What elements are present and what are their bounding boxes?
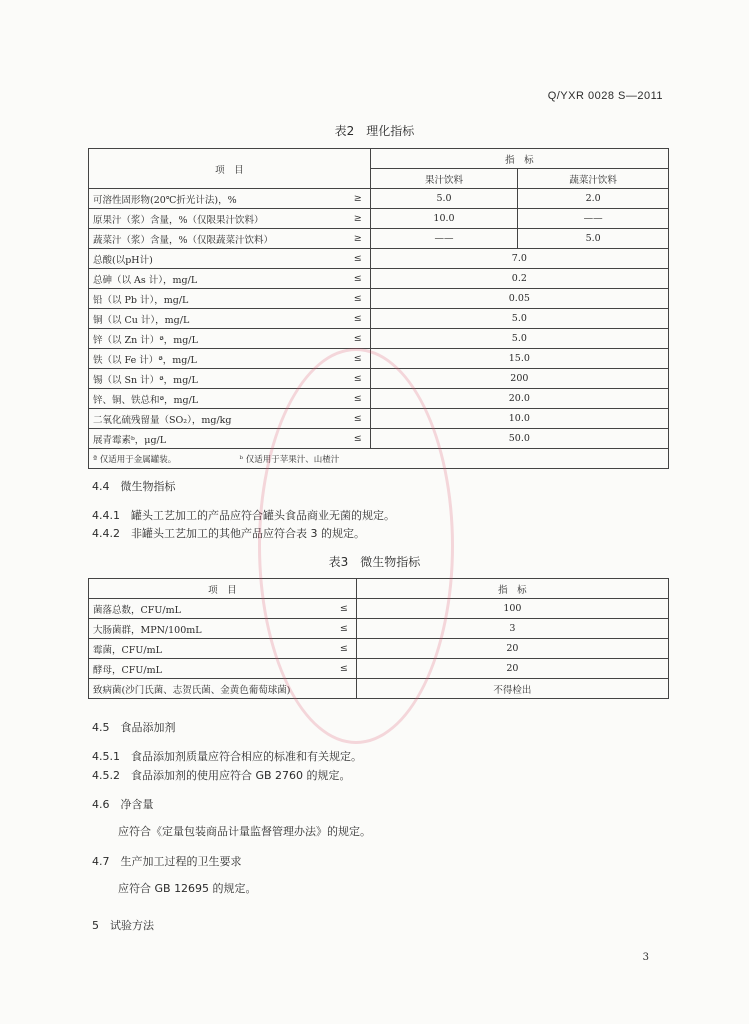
table-row: [89, 409, 669, 429]
table-row: [89, 599, 669, 619]
table-row: [89, 329, 669, 349]
row-fruit-value: ——: [370, 229, 518, 249]
row-value: 5.0: [370, 329, 668, 349]
row-value: 200: [370, 369, 668, 389]
row-operator: ≤: [336, 429, 370, 449]
document-code: Q/YXR 0028 S—2011: [547, 90, 663, 102]
table2-header-index: 指 标: [370, 149, 668, 169]
row-item: 锌（以 Zn 计）ª，mg/L: [89, 329, 337, 349]
footnote-b: ᵇ 仅适用于苹果汁、山楂汁: [239, 454, 340, 465]
row-veg-value: ——: [518, 209, 669, 229]
table-row: [89, 639, 669, 659]
table3-header-index: 指 标: [356, 579, 668, 599]
row-item: 大肠菌群，MPN/100mL: [89, 619, 324, 639]
row-operator: ≤: [336, 269, 370, 289]
para-4-4-1: 4.4.1 罐头工艺加工的产品应符合罐头食品商业无菌的规定。: [92, 509, 395, 522]
table-row: [89, 389, 669, 409]
row-fruit-value: 5.0: [370, 189, 518, 209]
section-4-7-heading: 4.7 生产加工过程的卫生要求: [92, 855, 242, 868]
row-item: 原果汁（浆）含量，%（仅限果汁饮料）: [89, 209, 337, 229]
row-operator: ≥: [336, 189, 370, 209]
table-row: [89, 659, 669, 679]
para-4-7: 应符合 GB 12695 的规定。: [118, 882, 257, 895]
row-item: 霉菌，CFU/mL: [89, 639, 324, 659]
row-operator: ≤: [336, 389, 370, 409]
row-item: 铁（以 Fe 计）ª，mg/L: [89, 349, 337, 369]
row-operator: ≤: [336, 349, 370, 369]
row-fruit-value: 10.0: [370, 209, 518, 229]
table-row: [89, 269, 669, 289]
table-row: [89, 289, 669, 309]
row-item: 铅（以 Pb 计），mg/L: [89, 289, 337, 309]
table-row: [89, 369, 669, 389]
row-veg-value: 2.0: [518, 189, 669, 209]
table-row: [89, 229, 669, 249]
row-item: 可溶性固形物(20℃折光计法)，%: [89, 189, 337, 209]
table-row: [89, 349, 669, 369]
para-4-5-1: 4.5.1 食品添加剂质量应符合相应的标准和有关规定。: [92, 750, 362, 763]
row-operator: ≤: [336, 249, 370, 269]
row-value: 10.0: [370, 409, 668, 429]
row-value: 100: [356, 599, 668, 619]
para-4-4-2: 4.4.2 非罐头工艺加工的其他产品应符合表 3 的规定。: [92, 527, 365, 540]
table2-header-veg: 蔬菜汁饮料: [518, 169, 669, 189]
section-5-heading: 5 试验方法: [92, 919, 154, 932]
table-row: [89, 209, 669, 229]
row-value: 7.0: [370, 249, 668, 269]
row-operator: ≥: [336, 209, 370, 229]
row-item: 致病菌(沙门氏菌、志贺氏菌、金黄色葡萄球菌): [89, 679, 357, 699]
row-value: 50.0: [370, 429, 668, 449]
row-operator: ≤: [336, 289, 370, 309]
row-veg-value: 5.0: [518, 229, 669, 249]
row-item: 二氧化硫残留量（SO₂），mg/kg: [89, 409, 337, 429]
row-value: 不得检出: [356, 679, 668, 699]
row-operator: ≤: [323, 599, 356, 619]
row-value: 15.0: [370, 349, 668, 369]
row-item: 酵母，CFU/mL: [89, 659, 324, 679]
row-item: 菌落总数，CFU/mL: [89, 599, 324, 619]
para-4-6: 应符合《定量包装商品计量监督管理办法》的规定。: [118, 825, 371, 838]
table2-header-fruit: 果汁饮料: [370, 169, 518, 189]
table-row: [89, 429, 669, 449]
row-operator: ≥: [336, 229, 370, 249]
section-4-5-heading: 4.5 食品添加剂: [92, 721, 176, 734]
table2: [88, 148, 669, 469]
page-number: 3: [642, 952, 649, 963]
section-4-4-heading: 4.4 微生物指标: [92, 480, 176, 493]
section-4-6-heading: 4.6 净含量: [92, 798, 154, 811]
row-item: 展青霉素ᵇ，μg/L: [89, 429, 337, 449]
row-operator: ≤: [336, 309, 370, 329]
row-item: 总砷（以 As 计），mg/L: [89, 269, 337, 289]
table-row: [89, 679, 669, 699]
table-row: [89, 249, 669, 269]
row-item: 锌、铜、铁总和ª，mg/L: [89, 389, 337, 409]
row-operator: ≤: [336, 409, 370, 429]
footnote-a: ª 仅适用于金属罐装。: [93, 454, 177, 465]
table3-header-item: 项 目: [89, 579, 357, 599]
row-value: 0.05: [370, 289, 668, 309]
row-value: 0.2: [370, 269, 668, 289]
row-item: 蔬菜汁（浆）含量，%（仅限蔬菜汁饮料）: [89, 229, 337, 249]
row-operator: ≤: [323, 639, 356, 659]
table-row: [89, 309, 669, 329]
row-value: 5.0: [370, 309, 668, 329]
row-value: 20: [356, 659, 668, 679]
table-row: [89, 189, 669, 209]
row-operator: ≤: [336, 369, 370, 389]
row-operator: ≤: [336, 329, 370, 349]
row-value: 3: [356, 619, 668, 639]
row-value: 20: [356, 639, 668, 659]
table-row: [89, 619, 669, 639]
row-operator: ≤: [323, 659, 356, 679]
row-value: 20.0: [370, 389, 668, 409]
table3-title: 表3 微生物指标: [328, 555, 421, 569]
row-item: 锡（以 Sn 计）ª，mg/L: [89, 369, 337, 389]
table3: [88, 578, 669, 699]
table2-footnote-row: [89, 449, 669, 469]
para-4-5-2: 4.5.2 食品添加剂的使用应符合 GB 2760 的规定。: [92, 769, 351, 782]
table2-header-item: 项 目: [89, 149, 371, 189]
row-item: 总酸(以pH计): [89, 249, 337, 269]
row-item: 铜（以 Cu 计），mg/L: [89, 309, 337, 329]
table2-title: 表2 理化指标: [334, 124, 415, 138]
row-operator: ≤: [323, 619, 356, 639]
